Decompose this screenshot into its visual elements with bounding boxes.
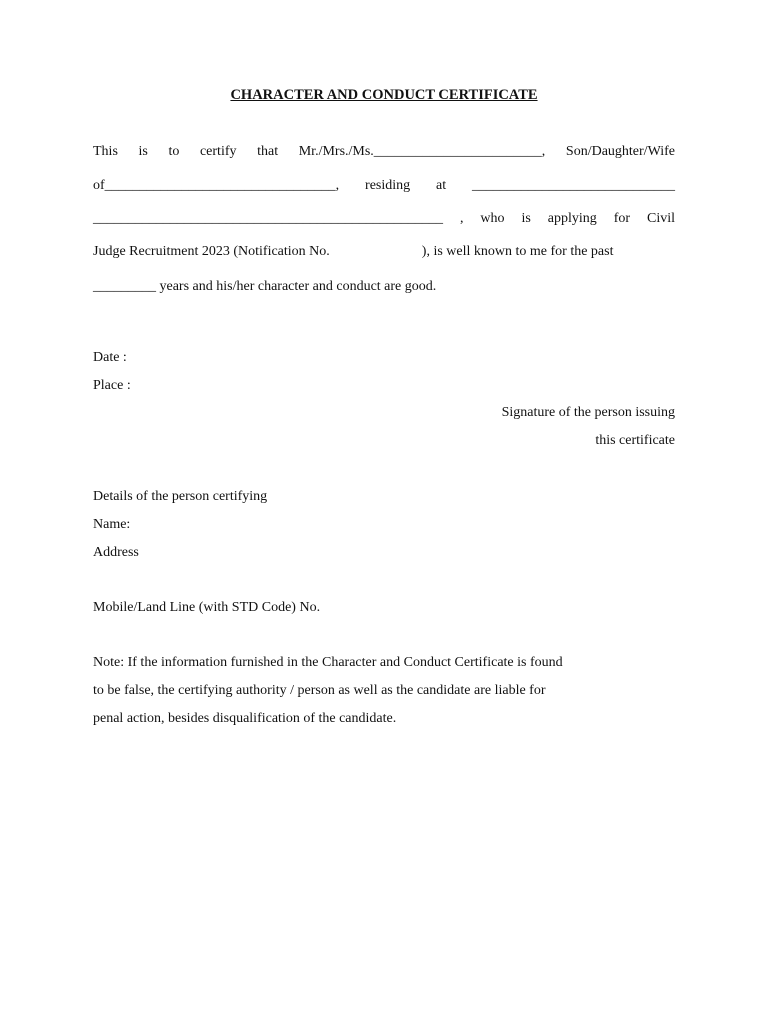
signature-line-2: this certificate [595,433,675,448]
body-line-4 [93,243,675,261]
mobile-label: Mobile/Land Line (with STD Code) No. [93,600,321,615]
signature-line-1: Signature of the person issuing [501,405,675,420]
note-line-2: to be false, the certifying authority / person as well as the candidate are liable for [93,683,546,698]
body-line-2: of_________________________________, residing at _____________________________ [93,178,675,193]
body-line-4-end: ), is well known to me for the past [421,244,614,259]
details-heading: Details of the person certifying [93,489,268,504]
note-line-1: Note: If the information furnished in the Character and Conduct Certificate is found [93,655,563,670]
note-line-3: penal action, besides disqualification of the candidate. [93,711,397,726]
body-line-5: _________ years and his/her character and conduct are good. [93,279,437,294]
place-label: Place : [93,378,131,393]
name-label: Name: [93,517,131,532]
certificate-title: CHARACTER AND CONDUCT CERTIFICATE [230,87,538,103]
body-line-3: __________________________________________________ , who is applying for Civil [93,211,675,226]
body-line-4-start: Judge Recruitment 2023 (Notification No. [93,244,330,259]
date-label: Date : [93,350,127,365]
address-label: Address [93,545,139,560]
body-line-1: This is to certify that Mr./Mrs./Ms.________________________, Son/Daughter/Wife [93,144,675,159]
